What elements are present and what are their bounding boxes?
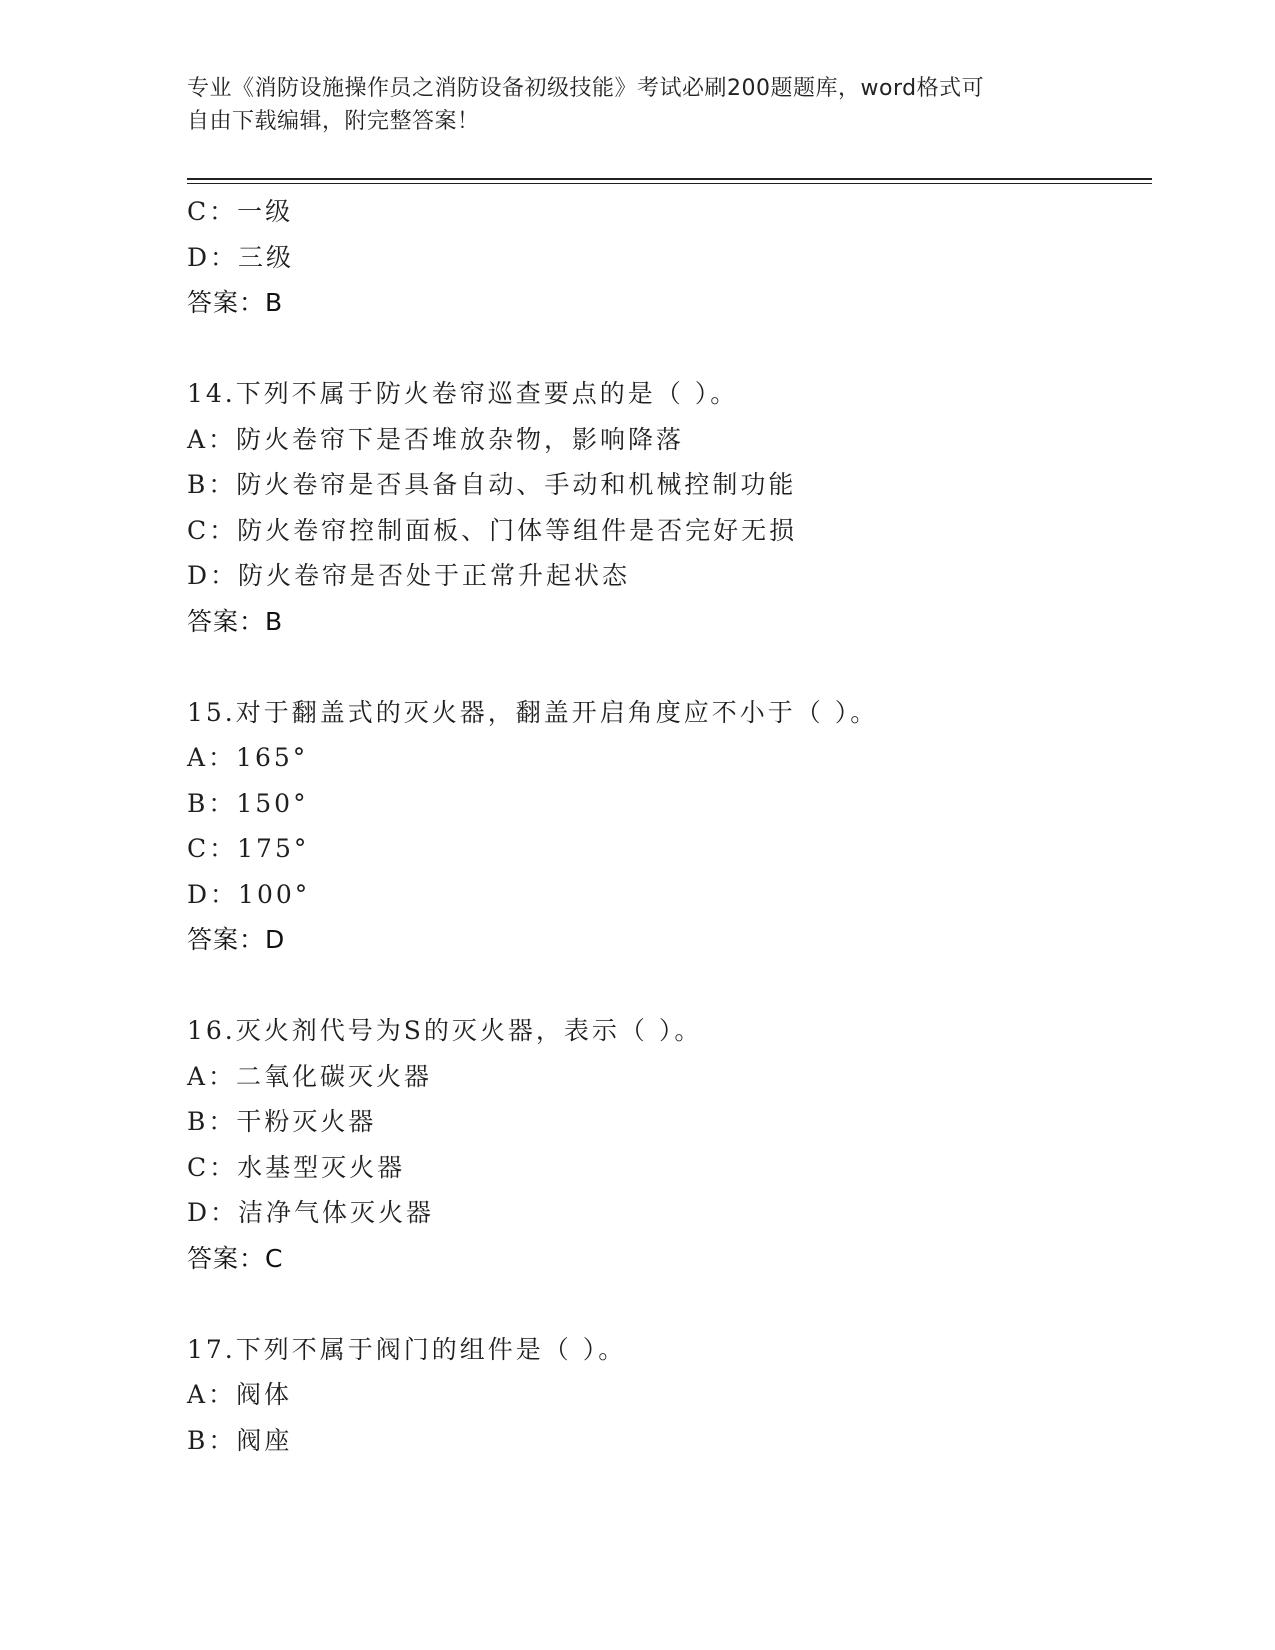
option-a: A：二氧化碳灭火器 xyxy=(187,1061,433,1091)
option-b: B：干粉灭火器 xyxy=(187,1107,377,1136)
spacer xyxy=(187,963,1152,1009)
option-b: B：阀座 xyxy=(187,1425,293,1455)
question-stem: 17.下列不属于阀门的组件是（ ）。 xyxy=(187,1334,627,1364)
spacer xyxy=(187,644,1152,690)
header-rule-thin xyxy=(187,183,1152,184)
option-a: A：165° xyxy=(187,743,309,772)
carryover-block xyxy=(187,189,1152,326)
option-d: D：100° xyxy=(187,879,311,909)
question-16 xyxy=(187,1008,1152,1281)
option-a: A：防火卷帘下是否堆放杂物，影响降落 xyxy=(187,424,685,454)
question-content xyxy=(187,189,1152,1463)
header-line-1: 专业《消防设施操作员之消防设备初级技能》考试必刷200题题库，word格式可 xyxy=(187,76,985,101)
answer-line: 答案：D xyxy=(187,925,286,954)
answer-line: 答案：B xyxy=(187,606,284,636)
spacer xyxy=(187,326,1152,372)
question-15 xyxy=(187,690,1152,963)
answer-line: 答案：C xyxy=(187,1243,284,1273)
spacer xyxy=(187,1281,1152,1327)
document-header xyxy=(187,72,1077,138)
header-line-2: 自由下载编辑，附完整答案！ xyxy=(187,109,480,134)
option-b: B：150° xyxy=(187,788,309,818)
option-c: C：水基型灭火器 xyxy=(187,1152,406,1182)
question-stem: 16.灭火剂代号为S的灭火器，表示（ ）。 xyxy=(187,1016,703,1045)
option-c: C：175° xyxy=(187,834,310,863)
answer-line: 答案：B xyxy=(187,288,284,317)
option-a: A：阀体 xyxy=(187,1380,293,1409)
option-d: D：防火卷帘是否处于正常升起状态 xyxy=(187,561,631,590)
option-c: C：防火卷帘控制面板、门体等组件是否完好无损 xyxy=(187,515,798,545)
question-14 xyxy=(187,371,1152,644)
option-c: C：一级 xyxy=(187,197,294,226)
question-stem: 14.下列不属于防火卷帘巡查要点的是（ ）。 xyxy=(187,379,739,408)
question-stem: 15.对于翻盖式的灭火器，翻盖开启角度应不小于（ ）。 xyxy=(187,697,879,727)
option-d: D：洁净气体灭火器 xyxy=(187,1198,435,1227)
question-17 xyxy=(187,1327,1152,1464)
option-d: D：三级 xyxy=(187,242,295,272)
header-rule-thick xyxy=(187,178,1152,180)
option-b: B：防火卷帘是否具备自动、手动和机械控制功能 xyxy=(187,470,797,499)
